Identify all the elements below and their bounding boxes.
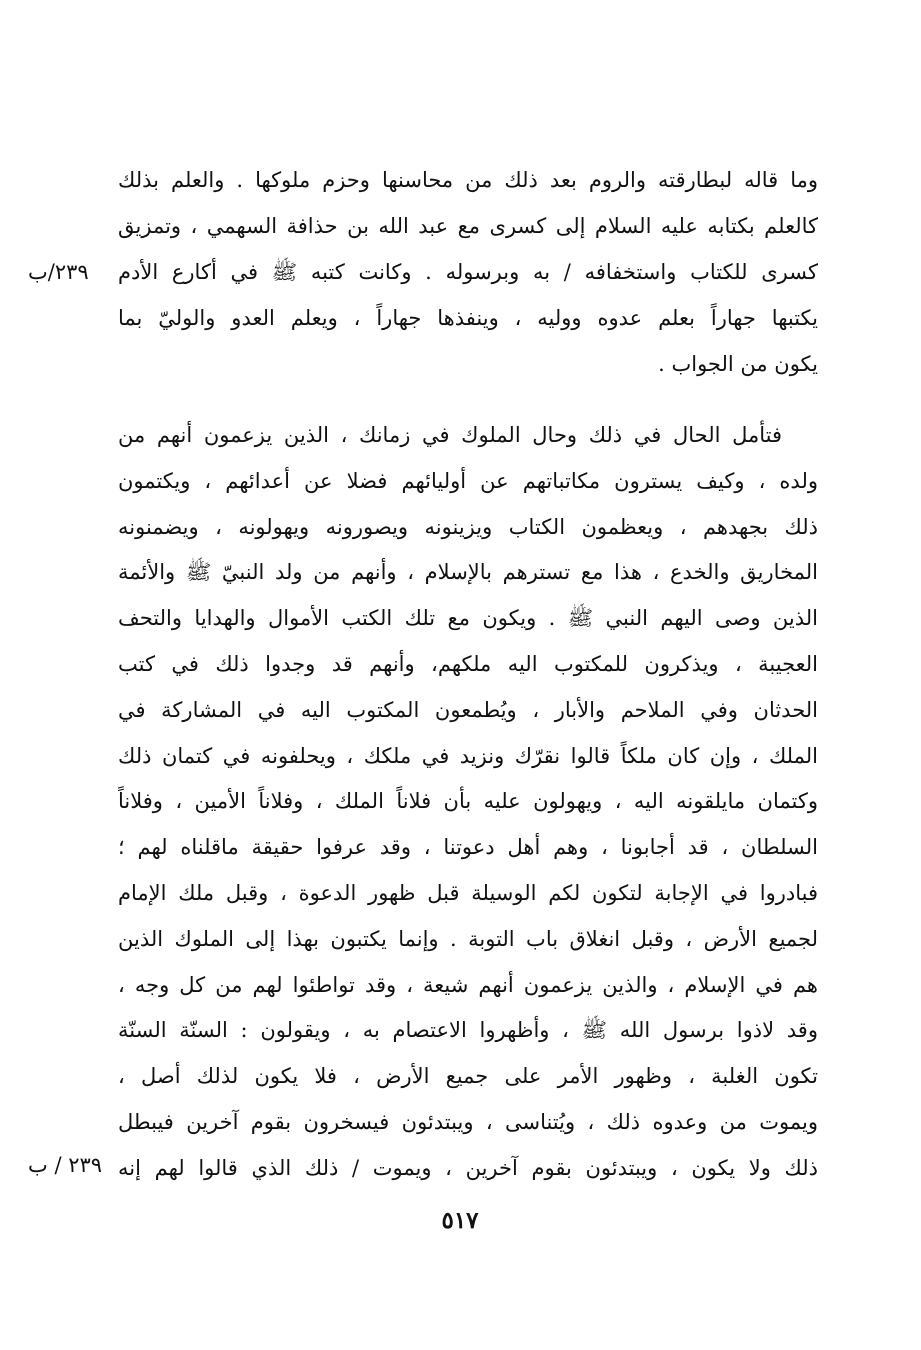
text-line: المخاريق والخدع ، هذا مع تسترهم بالإسلام ، وأنهم من ولد النبيّ ﷺ والأئمة [118,560,818,585]
text-line: ذلك ولا يكون ، ويبتدئون بقوم آخرين ، ويموت / ذلك الذي قالوا لهم إنه [118,1155,818,1180]
margin-folio-note: ٢٣٩ / ب [28,1153,103,1177]
text-line: يكتبها جهاراً بعلم عدوه ووليه ، وينفذها جهاراً ، ويعلم العدو والوليّ بما [118,306,818,330]
text-line: فتأمل الحال في ذلك وحال الملوك في زمانك ، الذين يزعمون أنهم من [118,423,782,447]
margin-folio-note: ٢٣٩/ب [28,260,89,284]
text-line: ذلك بجهدهم ، ويعظمون الكتاب ويزينونه ويصورونه ويهولونه ، ويضمنونه [118,514,818,539]
text-line: وقد لاذوا برسول الله ﷺ ، وأظهروا الاعتصام به ، ويقولون : السنّة السنّة [118,1018,818,1043]
text-line: ويموت من وعدوه ذلك ، ويُتناسى ، ويبتدئون فيسخرون بقوم آخرين فيبطل [118,1109,818,1134]
paragraph-1 [118,157,818,387]
text-line: العجيبة ، ويذكرون للمكتوب اليه ملكهم، وأنهم قد وجدوا ذلك في كتب [118,651,818,676]
text-line: كالعلم بكتابه عليه السلام إلى كسرى مع عبد الله بن حذافة السهمي ، وتمزيق [118,214,818,238]
text-line: هم في الإسلام ، والذين يزعمون أنهم شيعة ، وقد تواطئوا لهم من كل وجه ، [118,972,818,997]
paragraph-2 [118,413,818,1192]
text-line: الذين وصى اليهم النبي ﷺ . ويكون مع تلك الكتب الأموال والهدايا والتحف [118,606,818,631]
text-line: وكتمان مايلقونه اليه ، ويهولون عليه بأن فلاناً الملك ، وفلاناً الأمين ، وفلاناً [118,789,818,814]
text-line: الحدثان وفي الملاحم والأبار ، ويُطمعون المكتوب اليه في المشاركة في [118,697,818,722]
text-line: كسرى للكتاب واستخفافه / به وبرسوله . وكانت كتبه ﷺ في أكارع الأدم [118,260,818,284]
text-line: يكون من الجواب . [658,352,818,376]
text-line: السلطان ، قد أجابونا ، وهم أهل دعوتنا ، وقد عرفوا حقيقة ماقلناه لهم ؛ [118,835,818,860]
text-line: وما قاله لبطارقته والروم بعد ذلك من محاسنها وحزم ملوكها . والعلم بذلك [118,168,818,192]
text-line: تكون الغلبة ، وظهور الأمر على جميع الأرض ، فلا يكون لذلك أصل ، [118,1064,818,1089]
text-line: لجميع الأرض ، وقبل انغلاق باب التوبة . وإنما يكتبون بهذا إلى الملوك الذين [118,926,818,951]
text-line: الملك ، وإن كان ملكاً قالوا نقرّك ونزيد في ملكك ، ويحلفونه في كتمان ذلك [118,743,818,768]
text-line: فبادروا في الإجابة لتكون لكم الوسيلة قبل ظهور الدعوة ، وقبل ملك الإمام [118,880,818,905]
page-number: ٥١٧ [441,1207,479,1234]
text-line: ولده ، وكيف يسترون مكاتباتهم عن أوليائهم فضلا عن أعدائهم ، ويكتمون [118,468,818,493]
